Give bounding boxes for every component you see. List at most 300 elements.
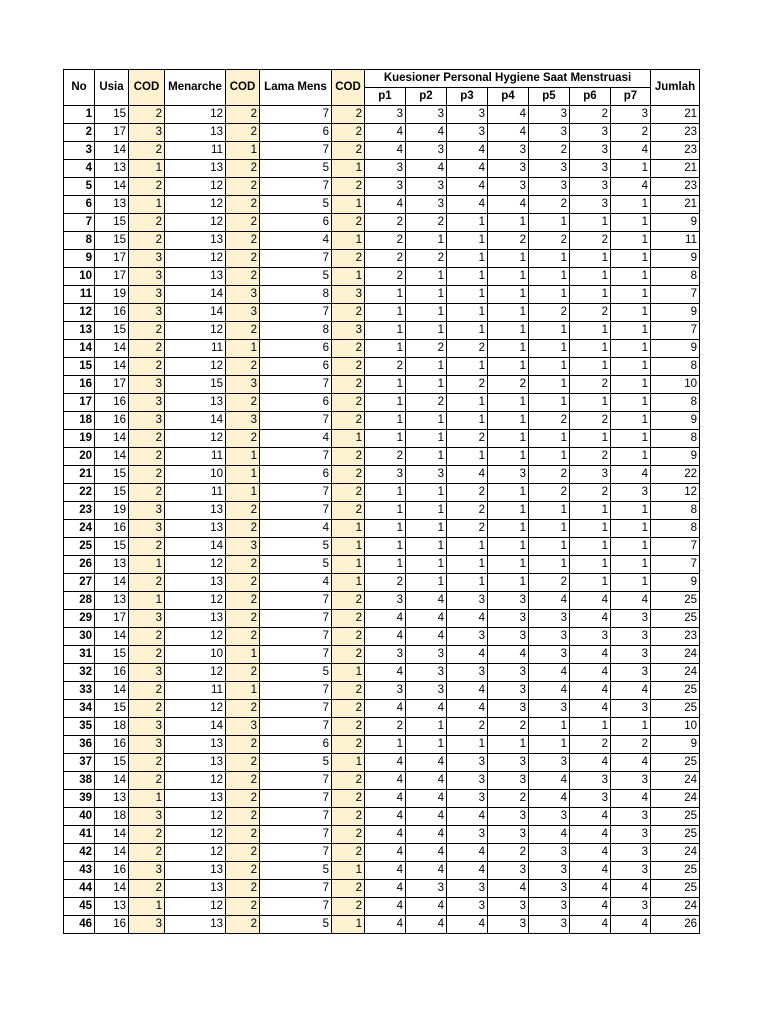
cell-p6: 2 — [570, 106, 611, 124]
cell-cod: 1 — [332, 520, 365, 538]
cell-p5: 1 — [529, 538, 570, 556]
cell-p7: 3 — [611, 772, 651, 790]
cell-cod: 2 — [226, 358, 260, 376]
cell-jumlah: 24 — [651, 646, 700, 664]
cell-cod: 2 — [332, 484, 365, 502]
cell-cod: 2 — [332, 178, 365, 196]
cell-menarche: 12 — [165, 178, 226, 196]
cell-p1: 2 — [365, 358, 406, 376]
cell-p4: 4 — [488, 880, 529, 898]
cell-p1: 1 — [365, 412, 406, 430]
cell-menarche: 14 — [165, 718, 226, 736]
cell-p3: 3 — [447, 664, 488, 682]
cell-p1: 4 — [365, 844, 406, 862]
cell-cod: 1 — [332, 538, 365, 556]
cell-cod: 3 — [129, 610, 165, 628]
table-row — [64, 772, 700, 790]
cell-cod: 2 — [332, 736, 365, 754]
cell-cod: 3 — [129, 502, 165, 520]
cell-cod: 3 — [129, 520, 165, 538]
cell-p6: 4 — [570, 808, 611, 826]
cell-p6: 4 — [570, 682, 611, 700]
cell-p3: 1 — [447, 556, 488, 574]
cell-p1: 4 — [365, 898, 406, 916]
cell-lama-mens: 6 — [260, 358, 332, 376]
cell-usia: 16 — [95, 394, 129, 412]
cell-usia: 14 — [95, 880, 129, 898]
cell-cod: 2 — [332, 772, 365, 790]
cell-p7: 3 — [611, 862, 651, 880]
cell-p5: 1 — [529, 502, 570, 520]
cell-p1: 1 — [365, 520, 406, 538]
cell-p1: 3 — [365, 160, 406, 178]
cell-cod: 2 — [332, 646, 365, 664]
cell-p3: 1 — [447, 250, 488, 268]
cell-p7: 3 — [611, 700, 651, 718]
cell-no: 40 — [64, 808, 95, 826]
cell-p2: 4 — [406, 772, 447, 790]
cell-p7: 3 — [611, 628, 651, 646]
cell-menarche: 12 — [165, 628, 226, 646]
cell-menarche: 13 — [165, 916, 226, 934]
cell-p6: 1 — [570, 358, 611, 376]
cell-cod: 2 — [332, 214, 365, 232]
cell-p1: 1 — [365, 340, 406, 358]
table-row — [64, 700, 700, 718]
cell-p4: 3 — [488, 628, 529, 646]
cell-p6: 1 — [570, 394, 611, 412]
cell-p6: 3 — [570, 196, 611, 214]
cell-lama-mens: 6 — [260, 340, 332, 358]
cell-p1: 4 — [365, 754, 406, 772]
cell-no: 41 — [64, 826, 95, 844]
cell-p3: 3 — [447, 592, 488, 610]
cell-p1: 1 — [365, 376, 406, 394]
cell-lama-mens: 7 — [260, 448, 332, 466]
cell-cod: 2 — [332, 808, 365, 826]
cell-cod: 1 — [332, 664, 365, 682]
cell-p1: 2 — [365, 574, 406, 592]
cell-jumlah: 9 — [651, 304, 700, 322]
cell-p7: 1 — [611, 718, 651, 736]
cell-cod: 1 — [129, 160, 165, 178]
cell-jumlah: 23 — [651, 142, 700, 160]
cell-usia: 14 — [95, 844, 129, 862]
cell-menarche: 13 — [165, 160, 226, 178]
cell-p2: 4 — [406, 610, 447, 628]
cell-cod: 2 — [129, 358, 165, 376]
cell-usia: 19 — [95, 286, 129, 304]
cell-p1: 2 — [365, 268, 406, 286]
cell-cod: 2 — [129, 628, 165, 646]
cell-usia: 16 — [95, 916, 129, 934]
cell-lama-mens: 7 — [260, 250, 332, 268]
cell-p4: 3 — [488, 826, 529, 844]
cell-lama-mens: 4 — [260, 574, 332, 592]
cell-p2: 1 — [406, 286, 447, 304]
cell-cod: 3 — [226, 538, 260, 556]
cell-p4: 3 — [488, 862, 529, 880]
cell-p6: 4 — [570, 610, 611, 628]
cell-p6: 3 — [570, 124, 611, 142]
cell-p2: 1 — [406, 520, 447, 538]
cell-cod: 2 — [226, 862, 260, 880]
cell-p7: 1 — [611, 214, 651, 232]
cell-cod: 2 — [129, 574, 165, 592]
cell-p4: 3 — [488, 916, 529, 934]
cell-cod: 3 — [226, 304, 260, 322]
cell-p4: 2 — [488, 232, 529, 250]
cell-p2: 1 — [406, 484, 447, 502]
cell-no: 12 — [64, 304, 95, 322]
col-header-cod-lama-mens: COD — [332, 70, 365, 106]
cell-lama-mens: 7 — [260, 718, 332, 736]
cell-p7: 4 — [611, 754, 651, 772]
cell-lama-mens: 8 — [260, 322, 332, 340]
cell-p1: 3 — [365, 646, 406, 664]
cell-no: 28 — [64, 592, 95, 610]
cell-cod: 1 — [226, 466, 260, 484]
cell-jumlah: 24 — [651, 772, 700, 790]
cell-p5: 4 — [529, 592, 570, 610]
cell-p5: 3 — [529, 808, 570, 826]
cell-menarche: 15 — [165, 376, 226, 394]
cell-p4: 2 — [488, 790, 529, 808]
cell-cod: 2 — [226, 610, 260, 628]
cell-cod: 2 — [129, 772, 165, 790]
cell-p3: 1 — [447, 268, 488, 286]
cell-menarche: 10 — [165, 466, 226, 484]
cell-cod: 2 — [226, 700, 260, 718]
cell-p4: 1 — [488, 250, 529, 268]
cell-p7: 4 — [611, 682, 651, 700]
cell-p7: 1 — [611, 574, 651, 592]
cell-p5: 2 — [529, 232, 570, 250]
cell-cod: 3 — [129, 412, 165, 430]
cell-p4: 3 — [488, 142, 529, 160]
cell-lama-mens: 7 — [260, 898, 332, 916]
cell-cod: 2 — [226, 232, 260, 250]
cell-p3: 1 — [447, 448, 488, 466]
cell-p2: 4 — [406, 754, 447, 772]
cell-no: 35 — [64, 718, 95, 736]
cell-p1: 1 — [365, 538, 406, 556]
cell-cod: 1 — [129, 790, 165, 808]
cell-cod: 2 — [226, 628, 260, 646]
cell-cod: 1 — [332, 556, 365, 574]
cell-p1: 1 — [365, 304, 406, 322]
cell-p2: 1 — [406, 232, 447, 250]
cell-p4: 1 — [488, 358, 529, 376]
cell-no: 20 — [64, 448, 95, 466]
cell-no: 17 — [64, 394, 95, 412]
cell-cod: 1 — [226, 682, 260, 700]
cell-p6: 1 — [570, 286, 611, 304]
cell-usia: 15 — [95, 466, 129, 484]
cell-usia: 14 — [95, 178, 129, 196]
cell-cod: 3 — [129, 286, 165, 304]
cell-menarche: 12 — [165, 358, 226, 376]
cell-p2: 3 — [406, 466, 447, 484]
cell-p6: 4 — [570, 898, 611, 916]
cell-p1: 3 — [365, 682, 406, 700]
cell-menarche: 11 — [165, 682, 226, 700]
cell-no: 42 — [64, 844, 95, 862]
cell-p3: 4 — [447, 160, 488, 178]
cell-p7: 1 — [611, 448, 651, 466]
cell-p6: 1 — [570, 556, 611, 574]
cell-usia: 14 — [95, 682, 129, 700]
cell-p2: 3 — [406, 106, 447, 124]
cell-p4: 1 — [488, 520, 529, 538]
cell-p1: 1 — [365, 322, 406, 340]
table-row — [64, 844, 700, 862]
cell-cod: 2 — [332, 448, 365, 466]
cell-jumlah: 25 — [651, 862, 700, 880]
cell-no: 45 — [64, 898, 95, 916]
cell-cod: 1 — [332, 862, 365, 880]
cell-no: 19 — [64, 430, 95, 448]
cell-menarche: 13 — [165, 268, 226, 286]
cell-menarche: 12 — [165, 664, 226, 682]
cell-p2: 4 — [406, 628, 447, 646]
cell-usia: 16 — [95, 520, 129, 538]
cell-cod: 2 — [226, 772, 260, 790]
cell-lama-mens: 5 — [260, 538, 332, 556]
cell-cod: 2 — [226, 520, 260, 538]
cell-jumlah: 9 — [651, 250, 700, 268]
cell-usia: 15 — [95, 754, 129, 772]
cell-p2: 3 — [406, 682, 447, 700]
cell-p7: 1 — [611, 502, 651, 520]
cell-menarche: 10 — [165, 646, 226, 664]
cell-p1: 2 — [365, 250, 406, 268]
cell-cod: 2 — [332, 250, 365, 268]
cell-cod: 2 — [226, 790, 260, 808]
cell-p5: 1 — [529, 556, 570, 574]
cell-p1: 2 — [365, 232, 406, 250]
cell-menarche: 13 — [165, 394, 226, 412]
cell-no: 27 — [64, 574, 95, 592]
cell-p7: 2 — [611, 124, 651, 142]
cell-p1: 4 — [365, 196, 406, 214]
cell-p5: 2 — [529, 484, 570, 502]
cell-cod: 2 — [226, 574, 260, 592]
cell-p3: 4 — [447, 808, 488, 826]
cell-p5: 1 — [529, 214, 570, 232]
cell-p7: 3 — [611, 664, 651, 682]
cell-menarche: 14 — [165, 412, 226, 430]
cell-p5: 3 — [529, 160, 570, 178]
cell-usia: 14 — [95, 574, 129, 592]
cell-cod: 2 — [129, 754, 165, 772]
cell-no: 46 — [64, 916, 95, 934]
cell-p5: 1 — [529, 286, 570, 304]
cell-jumlah: 24 — [651, 844, 700, 862]
cell-menarche: 12 — [165, 592, 226, 610]
cell-no: 30 — [64, 628, 95, 646]
cell-menarche: 14 — [165, 286, 226, 304]
cell-menarche: 13 — [165, 880, 226, 898]
cell-cod: 2 — [332, 358, 365, 376]
cell-no: 14 — [64, 340, 95, 358]
cell-p1: 1 — [365, 736, 406, 754]
cell-usia: 13 — [95, 790, 129, 808]
cell-p3: 4 — [447, 178, 488, 196]
cell-no: 5 — [64, 178, 95, 196]
cell-p6: 1 — [570, 340, 611, 358]
cell-p4: 2 — [488, 376, 529, 394]
cell-p2: 4 — [406, 808, 447, 826]
cell-p2: 4 — [406, 160, 447, 178]
cell-p6: 3 — [570, 142, 611, 160]
cell-cod: 1 — [332, 232, 365, 250]
cell-jumlah: 9 — [651, 736, 700, 754]
cell-menarche: 13 — [165, 520, 226, 538]
cell-no: 3 — [64, 142, 95, 160]
cell-no: 29 — [64, 610, 95, 628]
cell-p1: 4 — [365, 772, 406, 790]
cell-usia: 18 — [95, 718, 129, 736]
cell-p5: 3 — [529, 646, 570, 664]
cell-menarche: 12 — [165, 844, 226, 862]
cell-lama-mens: 5 — [260, 916, 332, 934]
cell-cod: 3 — [129, 862, 165, 880]
cell-no: 6 — [64, 196, 95, 214]
cell-p3: 1 — [447, 322, 488, 340]
cell-p1: 3 — [365, 106, 406, 124]
cell-cod: 1 — [129, 592, 165, 610]
cell-cod: 3 — [226, 718, 260, 736]
cell-p2: 1 — [406, 358, 447, 376]
cell-lama-mens: 7 — [260, 178, 332, 196]
cell-no: 22 — [64, 484, 95, 502]
cell-p5: 1 — [529, 430, 570, 448]
cell-p3: 2 — [447, 340, 488, 358]
cell-usia: 17 — [95, 124, 129, 142]
cell-cod: 2 — [129, 880, 165, 898]
cell-no: 4 — [64, 160, 95, 178]
cell-usia: 16 — [95, 736, 129, 754]
cell-p3: 2 — [447, 502, 488, 520]
cell-cod: 1 — [129, 556, 165, 574]
cell-cod: 2 — [129, 844, 165, 862]
cell-lama-mens: 6 — [260, 394, 332, 412]
cell-p5: 2 — [529, 466, 570, 484]
cell-p5: 3 — [529, 880, 570, 898]
cell-lama-mens: 7 — [260, 412, 332, 430]
cell-jumlah: 9 — [651, 340, 700, 358]
cell-lama-mens: 7 — [260, 844, 332, 862]
cell-usia: 13 — [95, 160, 129, 178]
cell-jumlah: 26 — [651, 916, 700, 934]
cell-no: 9 — [64, 250, 95, 268]
cell-p3: 4 — [447, 466, 488, 484]
cell-p4: 4 — [488, 196, 529, 214]
cell-p7: 1 — [611, 160, 651, 178]
cell-cod: 3 — [226, 412, 260, 430]
table-row — [64, 232, 700, 250]
cell-jumlah: 22 — [651, 466, 700, 484]
cell-menarche: 13 — [165, 754, 226, 772]
cell-cod: 1 — [332, 916, 365, 934]
cell-p2: 1 — [406, 448, 447, 466]
cell-cod: 2 — [129, 826, 165, 844]
table-row — [64, 736, 700, 754]
table-row — [64, 142, 700, 160]
cell-p7: 1 — [611, 322, 651, 340]
cell-cod: 2 — [226, 430, 260, 448]
cell-p2: 4 — [406, 898, 447, 916]
cell-p1: 2 — [365, 214, 406, 232]
cell-p6: 3 — [570, 772, 611, 790]
cell-cod: 3 — [129, 394, 165, 412]
cell-cod: 2 — [332, 340, 365, 358]
cell-jumlah: 25 — [651, 880, 700, 898]
cell-p2: 4 — [406, 700, 447, 718]
table-row — [64, 646, 700, 664]
cell-cod: 3 — [129, 808, 165, 826]
cell-p1: 4 — [365, 826, 406, 844]
cell-no: 18 — [64, 412, 95, 430]
cell-p4: 1 — [488, 412, 529, 430]
cell-p2: 4 — [406, 124, 447, 142]
cell-p3: 1 — [447, 736, 488, 754]
table-row — [64, 286, 700, 304]
cell-no: 25 — [64, 538, 95, 556]
cell-jumlah: 7 — [651, 538, 700, 556]
cell-p5: 4 — [529, 772, 570, 790]
cell-p2: 2 — [406, 250, 447, 268]
cell-p3: 3 — [447, 772, 488, 790]
cell-cod: 2 — [226, 556, 260, 574]
cell-p3: 4 — [447, 646, 488, 664]
cell-p7: 1 — [611, 232, 651, 250]
cell-menarche: 13 — [165, 790, 226, 808]
cell-cod: 2 — [226, 160, 260, 178]
cell-jumlah: 8 — [651, 520, 700, 538]
cell-menarche: 11 — [165, 340, 226, 358]
cell-no: 34 — [64, 700, 95, 718]
cell-menarche: 13 — [165, 124, 226, 142]
cell-menarche: 13 — [165, 736, 226, 754]
cell-p7: 4 — [611, 790, 651, 808]
table-row — [64, 304, 700, 322]
cell-menarche: 12 — [165, 700, 226, 718]
cell-cod: 2 — [332, 106, 365, 124]
col-header-menarche: Menarche — [165, 70, 226, 106]
cell-usia: 19 — [95, 502, 129, 520]
cell-p7: 1 — [611, 412, 651, 430]
cell-jumlah: 9 — [651, 448, 700, 466]
cell-jumlah: 25 — [651, 754, 700, 772]
cell-usia: 14 — [95, 772, 129, 790]
cell-usia: 17 — [95, 268, 129, 286]
cell-p6: 4 — [570, 916, 611, 934]
cell-jumlah: 24 — [651, 898, 700, 916]
cell-no: 43 — [64, 862, 95, 880]
cell-p5: 4 — [529, 664, 570, 682]
table-row — [64, 718, 700, 736]
cell-cod: 1 — [129, 196, 165, 214]
cell-usia: 14 — [95, 340, 129, 358]
table-row — [64, 808, 700, 826]
table-row — [64, 484, 700, 502]
cell-cod: 2 — [226, 196, 260, 214]
cell-no: 44 — [64, 880, 95, 898]
cell-cod: 2 — [332, 700, 365, 718]
cell-p3: 1 — [447, 232, 488, 250]
